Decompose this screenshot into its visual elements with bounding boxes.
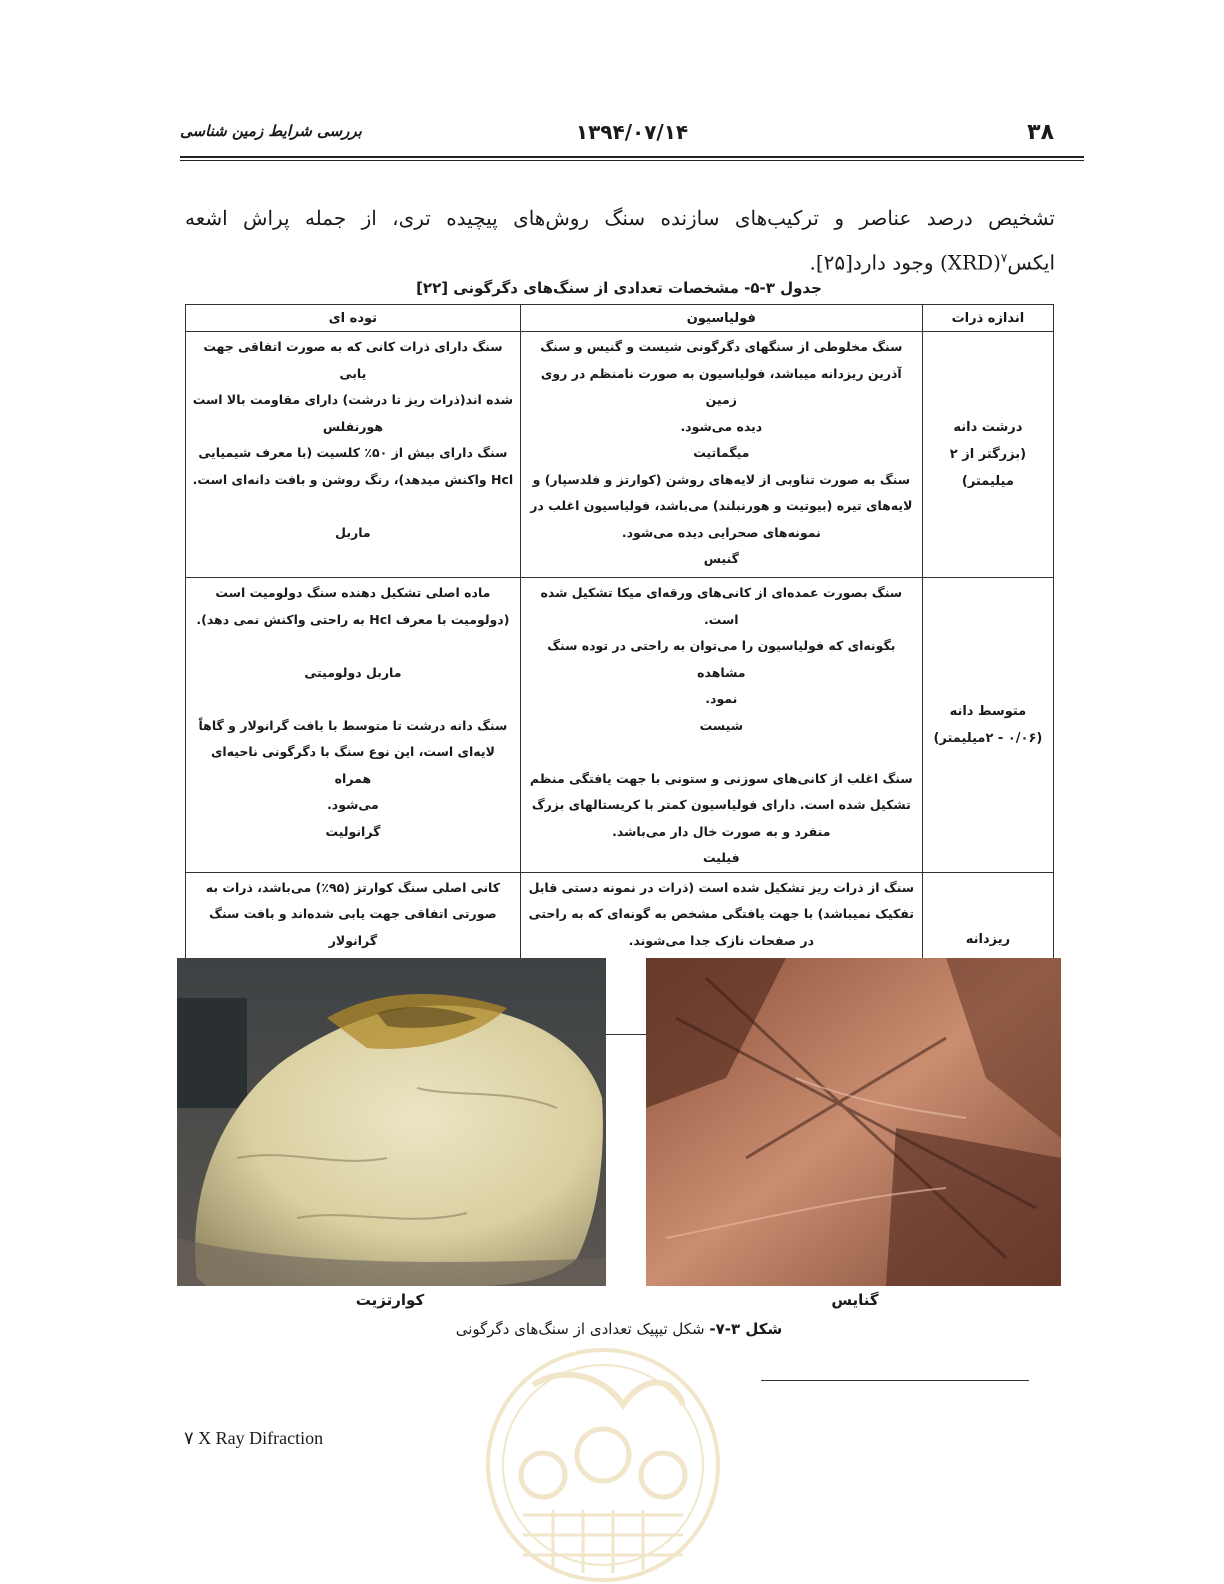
cell-line: میگماتیت	[693, 445, 750, 460]
cell-line: متوسط دانه	[949, 703, 1027, 719]
header-title: بررسی شرایط زمین شناسی	[180, 122, 362, 140]
cell-line: ریزدانه	[965, 932, 1011, 947]
cell-line: گنیس	[703, 551, 739, 566]
massive-cell	[186, 578, 521, 873]
size-cell	[922, 578, 1053, 873]
header-foliated: فولیاسیون	[520, 305, 922, 332]
header-date: ۱۳۹۴/۰۷/۱۴	[575, 120, 689, 144]
cell-line: بگونه‌ای که فولیاسیون را می‌توان به راحتی در توده سنگ مشاهده	[547, 638, 896, 680]
header-massive: توده ای	[186, 305, 521, 332]
watermark-logo	[483, 1345, 723, 1584]
cell-line	[192, 493, 514, 520]
quartzite-photo	[177, 958, 606, 1286]
cell-line: در صفحات نازک جدا می‌شوند.	[628, 932, 815, 948]
footnote: ۷ X Ray Difraction	[184, 1428, 324, 1448]
massive-cell	[186, 332, 521, 578]
cell-line: ماده اصلی تشکیل دهنده سنگ دولومیت است	[215, 585, 491, 600]
header-size: اندازه ذرات	[922, 305, 1053, 332]
cell-line: سنگ مخلوطی از سنگهای دگرگونی شیست و گنیس و سنگ	[540, 339, 903, 354]
cell-line: Hcl واکنش میدهد)، رنگ روشن و بافت دانه‌ای است.	[192, 471, 514, 487]
cell-line	[192, 633, 514, 660]
cell-line: درشت دانه	[953, 420, 1023, 435]
page-header	[180, 118, 1084, 148]
cell-line: لایه‌ای است، این نوع سنگ با دگرگونی ناحیه‌ای همراه	[210, 744, 495, 786]
footnote-mark[interactable]: ۷	[1000, 251, 1008, 265]
table-row	[186, 332, 1054, 578]
foliated-cell	[520, 578, 922, 873]
cell-line: (دولومیت با معرف Hcl به راحتی واکنش نمی دهد).	[196, 611, 510, 627]
cell-line: ماربل دولومیتی	[304, 664, 402, 680]
figure-caption-number: شکل ۳-۷-	[709, 1320, 783, 1338]
cell-line: گرانولیت	[325, 823, 381, 839]
cell-line: تفکیک نمیباشد) با جهت یافتگی مشخص به گونه‌ای که به راحتی	[528, 906, 914, 921]
quartzite-image	[177, 958, 606, 1286]
cell-line: میلیمتر)	[961, 474, 1014, 489]
header-rule	[180, 156, 1084, 158]
cell-line: هورنفلس	[322, 418, 383, 434]
cell-line: شیست	[699, 717, 743, 733]
cell-line: سنگ دارای بیش از ۵۰٪ کلسیت (با معرف شیمیایی	[198, 445, 508, 460]
gneiss-image	[646, 958, 1061, 1286]
cell-line: صورتی اتفاقی جهت یابی شده‌اند و بافت سنگ گرانولار	[209, 906, 497, 948]
cell-line: دیده می‌شود.	[680, 418, 763, 434]
gneiss-label: گنایس	[831, 1291, 879, 1309]
cell-line: نمونه‌های صحرایی دیده می‌شود.	[621, 524, 821, 540]
cell-line: (۰/۰۶ - ۲میلیمتر)	[933, 730, 1043, 746]
cell-line: تشکیل شده است. دارای فولیاسیون کمتر با کریستالهای بزرگ	[531, 797, 911, 812]
metamorphic-rocks-table	[185, 304, 1054, 1035]
table-caption: جدول ۳-۵- مشخصات تعدادی از سنگ‌های دگرگونی [۲۲]	[416, 279, 822, 297]
cell-line: (بزرگتر از ۲	[949, 447, 1027, 462]
size-cell	[922, 332, 1053, 578]
paragraph-text-end: وجود دارد[۲۵].	[809, 250, 940, 275]
cell-line: سنگ بصورت عمده‌ای از کانی‌های ورقه‌ای میکا تشکیل شده است.	[540, 585, 903, 627]
quartzite-label: کوارتزیت	[355, 1291, 425, 1309]
gneiss-photo	[646, 958, 1061, 1286]
cell-line	[527, 739, 916, 766]
cell-line: شده اند(ذرات ریز تا درشت) دارای مقاومت بالا است	[192, 392, 514, 407]
cell-line: سنگ از ذرات ریز تشکیل شده است (ذرات در نمونه دستی قابل	[528, 879, 915, 895]
header-rule-thin	[180, 160, 1084, 161]
cell-line: فیلیت	[702, 850, 740, 865]
cell-line: سنگ دارای ذرات کانی که به صورت اتفاقی جهت یابی	[203, 339, 503, 381]
cell-line: نمود.	[705, 691, 738, 706]
figure-caption	[185, 1320, 1053, 1338]
cell-line: سنگ اغلب از کانی‌های سوزنی و ستونی با جهت یافتگی منظم	[529, 770, 913, 786]
cell-line	[192, 686, 514, 713]
footnote-rule	[761, 1380, 1029, 1381]
page-number: ۳۸	[1027, 120, 1054, 145]
table-row	[186, 578, 1054, 873]
table-header-row	[186, 305, 1054, 332]
paragraph-text: تشخیص درصد عناصر و ترکیب‌های سازنده سنگ روش‌های پیچیده تری، از جمله پراش اشعه ایکس	[185, 206, 1055, 275]
paragraph-abbrev: (XRD)	[939, 250, 1001, 275]
foliated-cell	[520, 332, 922, 578]
cell-line: کانی اصلی سنگ کوارتز (۹۵٪) می‌باشد، ذرات به	[205, 879, 501, 895]
cell-line: لایه‌های تیره (بیوتیت و هورنبلند) می‌باشد، فولیاسیون اغلب در	[530, 498, 913, 513]
cell-line: سنگ به صورت تناوبی از لایه‌های روشن (کوارتز و فلدسپار) و	[532, 471, 911, 487]
body-paragraph	[185, 198, 1055, 283]
cell-line: آذرین ریزدانه میباشد، فولیاسیون به صورت نامنظم در روی زمین	[540, 365, 902, 407]
figure-caption-text: شکل تیپیک تعدادی از سنگ‌های دگرگونی	[455, 1320, 710, 1338]
cell-line: سنگ دانه درشت تا متوسط با بافت گرانولار و گاهاً	[198, 717, 508, 733]
cell-line: منفرد و به صورت خال دار می‌باشد.	[612, 823, 831, 839]
cell-line: ماربل	[335, 524, 371, 540]
cell-line: می‌شود.	[327, 797, 379, 812]
